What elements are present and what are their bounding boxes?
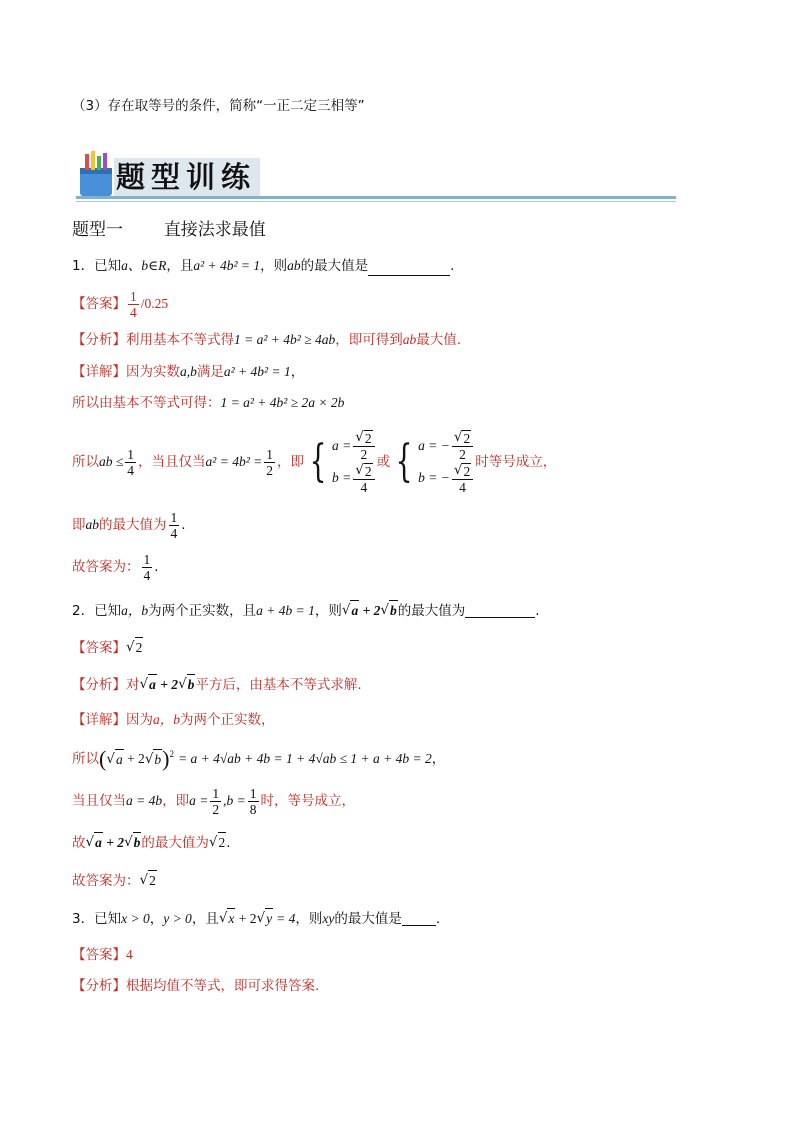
section-subtitle: 直接法求最值 bbox=[163, 220, 266, 240]
banner-title: 题型训练 bbox=[114, 158, 260, 196]
q2-detail-line4: 故 √ a + 2 √ b 的最大值为 √ 2 . bbox=[72, 832, 231, 853]
system-brace-2: { bbox=[395, 436, 413, 487]
q3-question: 3．已知 x > 0 ， y > 0 ，且 √ x + 2 √ y = 4 ，则 xy 的最大值是 . bbox=[72, 908, 440, 929]
q2-analysis: 【分析】 对 √ a + 2 √ b 平方后，由基本不等式求解. bbox=[72, 674, 362, 695]
q1-question: 1．已知a、b∈R，且a² + 4b² = 1，则ab的最大值是 . bbox=[72, 258, 455, 274]
intro-line: （3）存在取等号的条件，简称“一正二定三相等” bbox=[72, 98, 365, 114]
section-title bbox=[72, 218, 266, 242]
q1-answer: 【答案】 $\frac{1}{4}$ /0.25 bbox=[72, 288, 169, 320]
q1-analysis: 【分析】利用基本不等式得1 = a² + 4b² ≥ 4ab，即可得到ab最大值. bbox=[72, 332, 462, 348]
q2-blank bbox=[465, 603, 535, 618]
q1-blank bbox=[368, 261, 450, 276]
q3-analysis: 【分析】根据均值不等式，即可求得答案. bbox=[72, 978, 320, 994]
q3-blank bbox=[402, 911, 436, 926]
q2-answer: 【答案】 √ 2 bbox=[72, 637, 143, 658]
q1-detail-line3: 所以 ab ≤ $\frac{1}{4}$ ，当且仅当 a² = 4b² = $\frac{1}{2}$ ，即 { a = √ 2 2 b = √ 2 4 或 { a = − √ 2 2 b = − √ 2 4 时等号成立， bbox=[72, 429, 557, 495]
q3-answer: 【答案】4 bbox=[72, 947, 133, 963]
equation-system-1: a = √ 2 2 b = √ 2 4 bbox=[332, 429, 377, 495]
system-brace-1: { bbox=[309, 436, 327, 487]
section-label: 题型一 bbox=[72, 220, 123, 240]
section-banner bbox=[76, 148, 676, 204]
q1-detail-line4: 即 ab 的最大值为 $\frac{1}{4}$ . bbox=[72, 509, 186, 541]
q2-detail-line2: 所以 ( √ a + 2 √ b ) $^2$ = a + 4√ab + 4b = 1 + 4√ab ≤ 1 + a + 4b = 2 ， bbox=[72, 746, 446, 771]
q1-answer-fraction: $\frac{1}{4}$ bbox=[130, 288, 137, 320]
q1-detail: 【详解】因为实数a,b满足a² + 4b² = 1， bbox=[72, 364, 305, 380]
equation-system-2: a = − √ 2 2 b = − √ 2 4 bbox=[418, 429, 475, 495]
q2-detail-line3: 当且仅当 a = 4b ，即 a = $\frac{1}{2}$ ,b = $\frac{1}{8}$ 时，等号成立， bbox=[72, 785, 355, 817]
q2-detail: 【详解】因为a，b为两个正实数， bbox=[72, 712, 275, 728]
q2-final: 故答案为： √ 2 bbox=[72, 870, 157, 891]
banner-rule-thin bbox=[76, 201, 676, 202]
banner-rule bbox=[76, 196, 676, 199]
q1-detail-line2: 所以由基本不等式可得：1 = a² + 4b² ≥ 2a × 2b bbox=[72, 395, 345, 411]
q1-final: 故答案为： $\frac{1}{4}$ . bbox=[72, 551, 159, 583]
q2-question: 2．已知 a，b 为两个正实数，且 a + 4b = 1 ，则 √ a + 2 √ b 的最大值为 . bbox=[72, 600, 540, 621]
pencil-cup-icon bbox=[76, 150, 118, 198]
